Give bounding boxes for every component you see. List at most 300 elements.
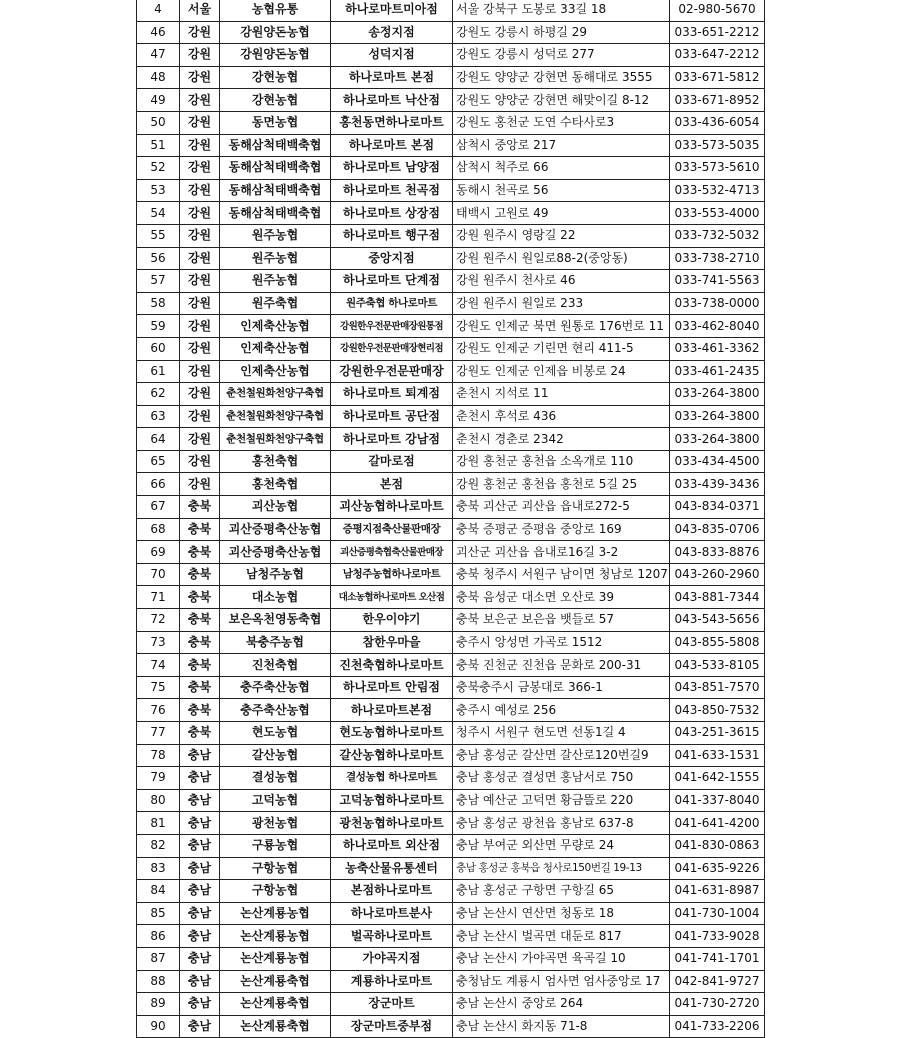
coop-name-cell: 논산계룡농협 [220, 925, 331, 948]
store-name-cell: 남청주농협하나로마트 [331, 563, 453, 586]
phone-cell: 033-553-4000 [670, 202, 765, 225]
table-row [137, 699, 765, 722]
row-number: 49 [137, 89, 180, 112]
coop-name-cell: 인제축산농협 [220, 315, 331, 338]
phone-cell: 033-651-2212 [670, 21, 765, 44]
address-cell: 충주시 앙성면 가곡로 1512 [453, 631, 670, 654]
address-cell: 삼척시 척주로 66 [453, 157, 670, 180]
coop-name-cell: 논산계룡축협 [220, 1015, 331, 1038]
coop-name-cell: 보은옥천영동축협 [220, 609, 331, 632]
table-row [137, 722, 765, 745]
address-cell: 충북 진천군 진천읍 문화로 200-31 [453, 654, 670, 677]
row-number: 88 [137, 970, 180, 993]
store-name-cell: 하나로마트 단계점 [331, 270, 453, 293]
table-row [137, 631, 765, 654]
coop-name-cell: 동해삼척태백축협 [220, 157, 331, 180]
coop-name-cell: 고덕농협 [220, 789, 331, 812]
row-number: 61 [137, 360, 180, 383]
coop-name-cell: 홍천축협 [220, 473, 331, 496]
store-name-cell: 하나로마트 행구점 [331, 224, 453, 247]
row-number: 51 [137, 134, 180, 157]
store-name-cell: 하나로마트 본점 [331, 66, 453, 89]
region-cell: 강원 [180, 21, 220, 44]
region-cell: 충북 [180, 518, 220, 541]
row-number: 73 [137, 631, 180, 654]
row-number: 50 [137, 111, 180, 134]
store-name-cell: 진천축협하나로마트 [331, 654, 453, 677]
table-row [137, 450, 765, 473]
row-number: 85 [137, 902, 180, 925]
phone-cell: 033-434-4500 [670, 450, 765, 473]
row-number: 83 [137, 857, 180, 880]
row-number: 81 [137, 812, 180, 835]
table-row [137, 947, 765, 970]
region-cell: 충북 [180, 654, 220, 677]
row-number: 56 [137, 247, 180, 270]
table-row [137, 360, 765, 383]
row-number: 52 [137, 157, 180, 180]
region-cell: 강원 [180, 134, 220, 157]
address-cell: 태백시 고원로 49 [453, 202, 670, 225]
store-name-cell: 하나로마트본점 [331, 699, 453, 722]
address-cell: 충남 부여군 외산면 무량로 24 [453, 834, 670, 857]
row-number: 80 [137, 789, 180, 812]
coop-name-cell: 구룡농협 [220, 834, 331, 857]
coop-name-cell: 춘천철원화천양구축협 [220, 405, 331, 428]
coop-name-cell: 동해삼척태백축협 [220, 134, 331, 157]
coop-name-cell: 논산계룡농협 [220, 947, 331, 970]
phone-cell: 041-741-1701 [670, 947, 765, 970]
region-cell: 강원 [180, 157, 220, 180]
coop-name-cell: 진천축협 [220, 654, 331, 677]
coop-name-cell: 대소농협 [220, 586, 331, 609]
store-name-cell: 하나로마트미아점 [331, 0, 453, 21]
region-cell: 강원 [180, 450, 220, 473]
region-cell: 강원 [180, 111, 220, 134]
region-cell: 충남 [180, 812, 220, 835]
row-number: 48 [137, 66, 180, 89]
store-name-cell: 중앙지점 [331, 247, 453, 270]
row-number: 74 [137, 654, 180, 677]
row-number: 90 [137, 1015, 180, 1038]
row-number: 69 [137, 541, 180, 564]
region-cell: 충남 [180, 947, 220, 970]
table-row [137, 970, 765, 993]
address-cell: 충북충주시 금봉대로 366-1 [453, 676, 670, 699]
address-cell: 충남 논산시 연산면 청동로 18 [453, 902, 670, 925]
address-cell: 춘천시 경춘로 2342 [453, 428, 670, 451]
phone-cell: 043-850-7532 [670, 699, 765, 722]
coop-name-cell: 홍천축협 [220, 450, 331, 473]
phone-cell: 02-980-5670 [670, 0, 765, 21]
store-name-cell: 계룡하나로마트 [331, 970, 453, 993]
store-name-cell: 하나로마트분사 [331, 902, 453, 925]
table-row [137, 270, 765, 293]
coop-name-cell: 논산계룡축협 [220, 970, 331, 993]
address-cell: 충북 청주시 서원구 남이면 청남로 1207 [453, 563, 670, 586]
address-cell: 강원도 홍천군 도연 수타사로3 [453, 111, 670, 134]
store-name-cell: 본점 [331, 473, 453, 496]
coop-name-cell: 원주축협 [220, 292, 331, 315]
phone-cell: 033-461-3362 [670, 337, 765, 360]
coop-name-cell: 광천농협 [220, 812, 331, 835]
coop-name-cell: 동해삼척태백축협 [220, 202, 331, 225]
phone-cell: 041-642-1555 [670, 767, 765, 790]
phone-cell: 041-733-9028 [670, 925, 765, 948]
region-cell: 충북 [180, 631, 220, 654]
store-name-cell: 벌곡하나로마트 [331, 925, 453, 948]
coop-name-cell: 원주농협 [220, 247, 331, 270]
coop-name-cell: 논산계룡농협 [220, 902, 331, 925]
table-row [137, 654, 765, 677]
store-name-cell: 강원한우전문판매장현리점 [331, 337, 453, 360]
address-cell: 강원도 인제군 북면 원통로 176번로 11 [453, 315, 670, 338]
row-number: 46 [137, 21, 180, 44]
store-name-cell: 가야곡지점 [331, 947, 453, 970]
store-name-cell: 원주축협 하나로마트 [331, 292, 453, 315]
store-name-cell: 하나로마트 외산점 [331, 834, 453, 857]
store-name-cell: 광천농협하나로마트 [331, 812, 453, 835]
region-cell: 충남 [180, 857, 220, 880]
row-number: 76 [137, 699, 180, 722]
address-cell: 충남 홍성군 갈산면 갈산로120번길9 [453, 744, 670, 767]
phone-cell: 043-533-8105 [670, 654, 765, 677]
region-cell: 충남 [180, 744, 220, 767]
region-cell: 충북 [180, 586, 220, 609]
store-name-cell: 송정지점 [331, 21, 453, 44]
table-row [137, 292, 765, 315]
phone-cell: 033-671-8952 [670, 89, 765, 112]
table-row [137, 66, 765, 89]
coop-name-cell: 괴산증평축산농협 [220, 518, 331, 541]
row-number: 75 [137, 676, 180, 699]
address-cell: 강원 원주시 원일로88-2(중앙동) [453, 247, 670, 270]
coop-name-cell: 결성농협 [220, 767, 331, 790]
phone-cell: 033-461-2435 [670, 360, 765, 383]
phone-cell: 043-251-3615 [670, 722, 765, 745]
row-number: 67 [137, 496, 180, 519]
region-cell: 강원 [180, 66, 220, 89]
table-row [137, 134, 765, 157]
region-cell: 충북 [180, 563, 220, 586]
address-cell: 충남 예산군 고덕면 황금뜰로 220 [453, 789, 670, 812]
row-number: 63 [137, 405, 180, 428]
table-row [137, 224, 765, 247]
store-name-cell: 하나로마트 상장점 [331, 202, 453, 225]
table-row [137, 834, 765, 857]
region-cell: 충남 [180, 993, 220, 1016]
phone-cell: 043-834-0371 [670, 496, 765, 519]
store-name-cell: 고덕농협하나로마트 [331, 789, 453, 812]
coop-name-cell: 갈산농협 [220, 744, 331, 767]
table-row [137, 586, 765, 609]
phone-cell: 041-641-4200 [670, 812, 765, 835]
table-row [137, 857, 765, 880]
table-row [137, 789, 765, 812]
address-cell: 강원도 인제군 인제읍 비봉로 24 [453, 360, 670, 383]
table-row [137, 89, 765, 112]
table-row [137, 925, 765, 948]
table-row [137, 563, 765, 586]
address-cell: 충청남도 계룡시 엄사면 엄사중앙로 17 [453, 970, 670, 993]
coop-name-cell: 동면농협 [220, 111, 331, 134]
coop-name-cell: 농협유통 [220, 0, 331, 21]
row-number: 68 [137, 518, 180, 541]
row-number: 59 [137, 315, 180, 338]
table-row [137, 44, 765, 67]
address-cell: 청주시 서원구 현도면 선동1길 4 [453, 722, 670, 745]
region-cell: 충남 [180, 902, 220, 925]
store-name-cell: 홍천동면하나로마트 [331, 111, 453, 134]
coop-name-cell: 인제축산농협 [220, 337, 331, 360]
region-cell: 강원 [180, 270, 220, 293]
row-number: 71 [137, 586, 180, 609]
coop-name-cell: 구항농협 [220, 880, 331, 903]
phone-cell: 033-532-4713 [670, 179, 765, 202]
address-cell: 괴산군 괴산읍 읍내로16길 3-2 [453, 541, 670, 564]
row-number: 70 [137, 563, 180, 586]
row-number: 65 [137, 450, 180, 473]
coop-name-cell: 강현농협 [220, 89, 331, 112]
row-number: 78 [137, 744, 180, 767]
address-cell: 충북 증평군 증평읍 중앙로 169 [453, 518, 670, 541]
row-number: 64 [137, 428, 180, 451]
row-number: 58 [137, 292, 180, 315]
address-cell: 강원 원주시 원일로 233 [453, 292, 670, 315]
row-number: 60 [137, 337, 180, 360]
address-cell: 강원도 강릉시 하평길 29 [453, 21, 670, 44]
row-number: 55 [137, 224, 180, 247]
row-number: 4 [137, 0, 180, 21]
store-name-cell: 농축산물유통센터 [331, 857, 453, 880]
phone-cell: 043-543-5656 [670, 609, 765, 632]
address-cell: 춘천시 후석로 436 [453, 405, 670, 428]
store-name-cell: 갈산농협하나로마트 [331, 744, 453, 767]
table-row [137, 541, 765, 564]
phone-cell: 033-264-3800 [670, 428, 765, 451]
coop-name-cell: 춘천철원화천양구축협 [220, 428, 331, 451]
phone-cell: 033-436-6054 [670, 111, 765, 134]
row-number: 66 [137, 473, 180, 496]
region-cell: 충북 [180, 609, 220, 632]
region-cell: 충남 [180, 767, 220, 790]
region-cell: 강원 [180, 473, 220, 496]
row-number: 87 [137, 947, 180, 970]
phone-cell: 033-264-3800 [670, 383, 765, 406]
address-cell: 충남 홍성군 결성면 홍남서로 750 [453, 767, 670, 790]
region-cell: 강원 [180, 89, 220, 112]
region-cell: 강원 [180, 405, 220, 428]
table-row [137, 767, 765, 790]
phone-cell: 043-881-7344 [670, 586, 765, 609]
store-name-cell: 하나로마트 본점 [331, 134, 453, 157]
address-cell: 강원도 양양군 강현면 해맞이길 8-12 [453, 89, 670, 112]
coop-name-cell: 강현농협 [220, 66, 331, 89]
table-row [137, 21, 765, 44]
address-cell: 충남 논산시 벌곡면 대둔로 817 [453, 925, 670, 948]
store-name-cell: 증평지점축산물판매장 [331, 518, 453, 541]
row-number: 62 [137, 383, 180, 406]
phone-cell: 041-635-9226 [670, 857, 765, 880]
store-name-cell: 갈마로점 [331, 450, 453, 473]
row-number: 47 [137, 44, 180, 67]
region-cell: 강원 [180, 360, 220, 383]
address-cell: 충남 논산시 중앙로 264 [453, 993, 670, 1016]
phone-cell: 033-573-5610 [670, 157, 765, 180]
table-row [137, 993, 765, 1016]
phone-cell: 043-260-2960 [670, 563, 765, 586]
table-row [137, 202, 765, 225]
row-number: 89 [137, 993, 180, 1016]
store-name-cell: 하나로마트 낙산점 [331, 89, 453, 112]
phone-cell: 043-855-5808 [670, 631, 765, 654]
store-name-cell: 장군마트중부점 [331, 1015, 453, 1038]
table-body [137, 0, 765, 1038]
table-row [137, 179, 765, 202]
phone-cell: 033-573-5035 [670, 134, 765, 157]
table-row [137, 0, 765, 21]
phone-cell: 043-851-7570 [670, 676, 765, 699]
store-name-cell: 현도농협하나로마트 [331, 722, 453, 745]
table-row [137, 473, 765, 496]
address-cell: 충북 보은군 보은읍 뱃들로 57 [453, 609, 670, 632]
address-cell: 춘천시 지석로 11 [453, 383, 670, 406]
phone-cell: 033-264-3800 [670, 405, 765, 428]
address-cell: 강원 원주시 천사로 46 [453, 270, 670, 293]
store-name-cell: 하나로마트 퇴계점 [331, 383, 453, 406]
store-name-cell: 하나로마트 남양점 [331, 157, 453, 180]
address-cell: 강원도 인제군 기린면 현리 411-5 [453, 337, 670, 360]
row-number: 53 [137, 179, 180, 202]
row-number: 57 [137, 270, 180, 293]
coop-name-cell: 동해삼척태백축협 [220, 179, 331, 202]
address-cell: 충남 홍성군 광천읍 홍남로 637-8 [453, 812, 670, 835]
phone-cell: 041-733-2206 [670, 1015, 765, 1038]
row-number: 72 [137, 609, 180, 632]
table-row [137, 676, 765, 699]
address-cell: 충북 음성군 대소면 오산로 39 [453, 586, 670, 609]
phone-cell: 041-730-1004 [670, 902, 765, 925]
phone-cell: 041-631-8987 [670, 880, 765, 903]
region-cell: 강원 [180, 292, 220, 315]
coop-name-cell: 논산계룡축협 [220, 993, 331, 1016]
store-name-cell: 하나로마트 천곡점 [331, 179, 453, 202]
row-number: 54 [137, 202, 180, 225]
address-cell: 동해시 천곡로 56 [453, 179, 670, 202]
address-cell: 충남 홍성군 구항면 구항길 65 [453, 880, 670, 903]
region-cell: 강원 [180, 337, 220, 360]
region-cell: 강원 [180, 383, 220, 406]
region-cell: 강원 [180, 44, 220, 67]
region-cell: 강원 [180, 179, 220, 202]
table-row [137, 880, 765, 903]
phone-cell: 033-462-8040 [670, 315, 765, 338]
coop-name-cell: 현도농협 [220, 722, 331, 745]
region-cell: 충남 [180, 880, 220, 903]
phone-cell: 033-741-5563 [670, 270, 765, 293]
coop-name-cell: 남청주농협 [220, 563, 331, 586]
store-name-cell: 결성농협 하나로마트 [331, 767, 453, 790]
region-cell: 충북 [180, 699, 220, 722]
store-name-cell: 강원한우전문판매장 [331, 360, 453, 383]
region-cell: 충남 [180, 925, 220, 948]
address-cell: 충남 논산시 화지동 71-8 [453, 1015, 670, 1038]
store-name-cell: 강원한우전문판매장원통점 [331, 315, 453, 338]
table-row [137, 383, 765, 406]
table-row [137, 902, 765, 925]
coop-name-cell: 강원양돈농협 [220, 21, 331, 44]
region-cell: 충북 [180, 722, 220, 745]
address-cell: 서울 강북구 도봉로 33길 18 [453, 0, 670, 21]
coop-name-cell: 북충주농협 [220, 631, 331, 654]
phone-cell: 033-738-0000 [670, 292, 765, 315]
coop-name-cell: 원주농협 [220, 270, 331, 293]
address-cell: 삼척시 중앙로 217 [453, 134, 670, 157]
store-name-cell: 하나로마트 강남점 [331, 428, 453, 451]
table-row [137, 247, 765, 270]
region-cell: 강원 [180, 224, 220, 247]
region-cell: 강원 [180, 428, 220, 451]
region-cell: 충북 [180, 496, 220, 519]
store-name-cell: 한우이야기 [331, 609, 453, 632]
row-number: 86 [137, 925, 180, 948]
row-number: 82 [137, 834, 180, 857]
table-row [137, 111, 765, 134]
store-name-cell: 괴산증평축협축산물판매장 [331, 541, 453, 564]
phone-cell: 043-835-0706 [670, 518, 765, 541]
region-cell: 충남 [180, 970, 220, 993]
region-cell: 충남 [180, 789, 220, 812]
region-cell: 충북 [180, 541, 220, 564]
table-row [137, 315, 765, 338]
row-number: 79 [137, 767, 180, 790]
region-cell: 충북 [180, 676, 220, 699]
region-cell: 강원 [180, 315, 220, 338]
address-cell: 강원 원주시 영랑길 22 [453, 224, 670, 247]
address-cell: 강원 홍천군 홍천읍 홍천로 5길 25 [453, 473, 670, 496]
address-cell: 충북 괴산군 괴산읍 읍내로272-5 [453, 496, 670, 519]
region-cell: 강원 [180, 202, 220, 225]
row-number: 77 [137, 722, 180, 745]
region-cell: 충남 [180, 1015, 220, 1038]
table-row [137, 609, 765, 632]
table-row [137, 157, 765, 180]
phone-cell: 033-671-5812 [670, 66, 765, 89]
store-name-cell: 대소농협하나로마트 오산점 [331, 586, 453, 609]
store-name-cell: 하나로마트 공단점 [331, 405, 453, 428]
address-cell: 강원도 양양군 강현면 동해대로 3555 [453, 66, 670, 89]
phone-cell: 041-337-8040 [670, 789, 765, 812]
address-cell: 충주시 예성로 256 [453, 699, 670, 722]
region-cell: 충남 [180, 834, 220, 857]
table-row [137, 1015, 765, 1038]
coop-name-cell: 괴산증평축산농협 [220, 541, 331, 564]
address-cell: 강원 홍천군 홍천읍 소옥개로 110 [453, 450, 670, 473]
phone-cell: 033-732-5032 [670, 224, 765, 247]
coop-name-cell: 인제축산농협 [220, 360, 331, 383]
phone-cell: 033-738-2710 [670, 247, 765, 270]
phone-cell: 041-730-2720 [670, 993, 765, 1016]
row-number: 84 [137, 880, 180, 903]
store-name-cell: 하나로마트 안림점 [331, 676, 453, 699]
table-row [137, 405, 765, 428]
coop-name-cell: 괴산농협 [220, 496, 331, 519]
coop-name-cell: 춘천철원화천양구축협 [220, 383, 331, 406]
coop-name-cell: 충주축산농협 [220, 699, 331, 722]
store-name-cell: 참한우마을 [331, 631, 453, 654]
address-cell: 강원도 강릉시 성덕로 277 [453, 44, 670, 67]
phone-cell: 033-439-3436 [670, 473, 765, 496]
